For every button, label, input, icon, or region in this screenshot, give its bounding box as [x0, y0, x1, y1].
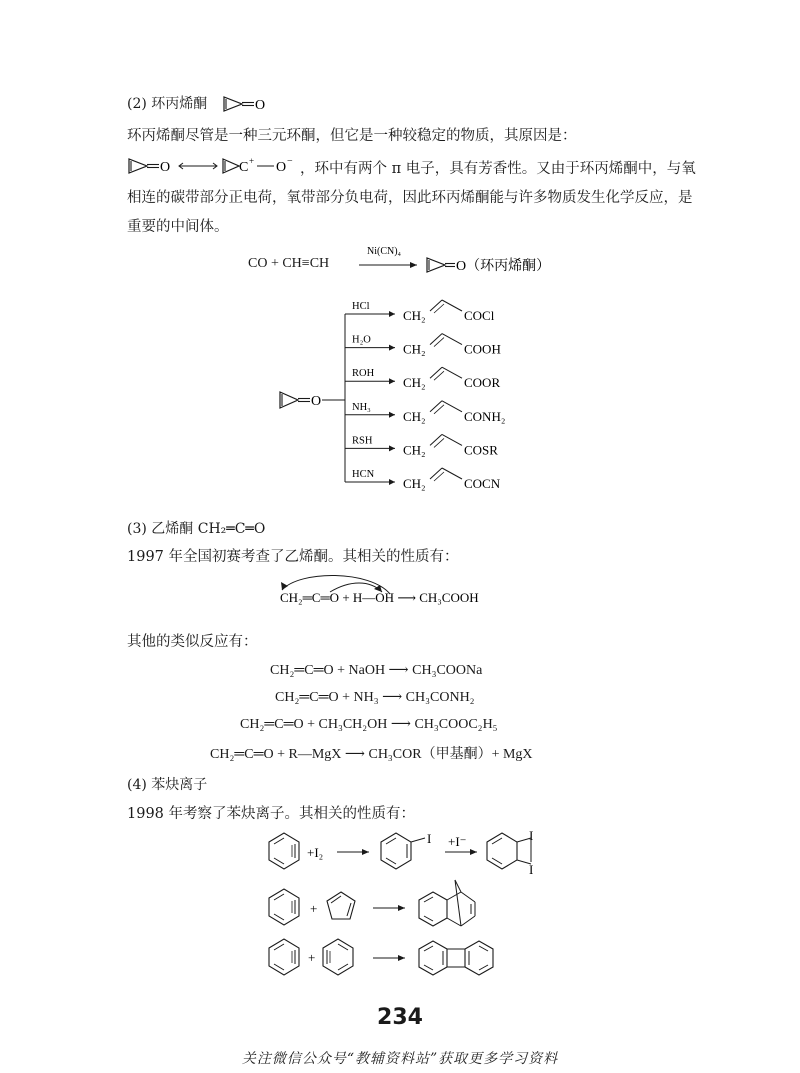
synthesis-reactants: CO + CH≡CH	[248, 256, 330, 271]
tree-product-bond	[430, 334, 442, 345]
iodobenzene-ring	[381, 833, 425, 869]
tree-product-bond-2	[442, 468, 462, 479]
plus-sign-row2: +	[310, 901, 318, 916]
product-iodine-top: I	[529, 828, 534, 843]
reaction-grignard: CH₂═C═O + R—MgX ⟶ CH₃COR（甲基酮）+ MgX	[210, 747, 533, 762]
heading-oxygen-label: O	[255, 98, 266, 113]
tree-branch-arrowhead	[389, 378, 395, 384]
cyclopentadiene-ring	[327, 892, 355, 919]
page-number: 234	[377, 1005, 423, 1030]
tree-reagent-label: HCl	[352, 301, 370, 312]
diiodo-product-ring	[487, 833, 531, 869]
tree-product-bond-2	[442, 434, 462, 445]
benzyne-reactions	[255, 828, 575, 988]
benzyne-ring-row3-second	[323, 939, 353, 975]
synthesis-arrow-and-product	[355, 240, 655, 278]
tree-reagent-label: RSH	[352, 435, 373, 447]
tree-branch-arrowhead	[389, 345, 395, 351]
benzyne-ring-row2	[269, 889, 299, 925]
tree-product-bond	[430, 434, 442, 445]
tree-product-ch2: CH₂	[403, 308, 426, 323]
resonance-structures	[127, 155, 322, 177]
tree-product-ch2: CH₂	[403, 408, 426, 424]
tree-reagent-label: ROH	[352, 368, 375, 380]
tree-product-group: COCN	[464, 476, 501, 491]
tree-product-bond	[430, 401, 442, 412]
reaction-nh3: CH₂═C═O + NH₃ ⟶ CH₃CONH₂	[275, 690, 475, 705]
tree-product-bond-2	[442, 300, 462, 311]
benzyne-ring-row1	[269, 833, 299, 869]
tree-product-group: CONH₂	[464, 408, 506, 424]
section-4-heading: (4) 苯炔离子	[127, 777, 208, 793]
tree-product-ch2: CH₂	[403, 442, 426, 458]
tree-product-group: COOR	[464, 375, 501, 391]
tree-product-bond-2	[442, 334, 462, 345]
tree-product-group: COSR	[464, 442, 498, 458]
footer-promo-text: 关注微信公众号“教辅资料站”获取更多学习资料	[241, 1051, 559, 1067]
benzyne-ring-row3	[269, 939, 299, 975]
paragraph-line-3: 相连的碳带部分正电荷，氧带部分负电荷，因此环丙烯酮能与许多物质发生化学反应，是	[127, 190, 693, 206]
tree-product-bond	[430, 300, 442, 311]
tree-product-ch2: CH₂	[403, 375, 426, 391]
reaction-naoh: CH₂═C═O + NaOH ⟶ CH₃COONa	[270, 663, 483, 678]
tree-product-group: COCl	[464, 308, 495, 323]
section-3-heading: (3) 乙烯酮 CH₂═C═O	[127, 521, 266, 537]
cyclopropenone-structure-icon	[222, 94, 277, 114]
tree-reagent-label: H₂O	[352, 334, 371, 346]
product-iodine-bottom: I	[529, 862, 534, 877]
tree-branch-arrowhead	[389, 311, 395, 317]
synthesis-catalyst: Ni(CN)₄	[367, 246, 402, 257]
section-2-heading-text: (2) 环丙烯酮	[127, 96, 208, 112]
paragraph-line-1: 环丙烯酮尽管是一种三元环酮，但它是一种较稳定的物质，其原因是：	[127, 128, 577, 144]
section-3-paragraph: 1997 年全国初赛考查了乙烯酮。其相关的性质有：	[127, 549, 459, 565]
resonance-oxygen-anion: O	[276, 160, 287, 175]
mechanism-equation: CH₂═C═O + H—OH ⟶ CH₃COOH	[280, 590, 479, 605]
tree-product-bond-2	[442, 401, 462, 412]
tree-root-oxygen: O	[311, 394, 322, 409]
resonance-carbon-cation: C	[239, 160, 249, 175]
tree-reagent-label: NH₃	[352, 401, 371, 413]
tree-reagent-label: HCN	[352, 469, 375, 480]
tree-branch-arrowhead	[389, 412, 395, 418]
tree-product-ch2: CH₂	[403, 476, 426, 491]
minus-charge-sup: −	[287, 156, 293, 167]
tree-branch-arrowhead	[389, 445, 395, 451]
tree-product-bond	[430, 367, 442, 378]
plus-charge-sup: +	[249, 156, 255, 166]
section-2-heading	[127, 93, 207, 113]
paragraph-line-4: 重要的中间体。	[127, 219, 229, 235]
plus-sign-row3: +	[308, 950, 316, 965]
bicyclic-adduct-structure	[419, 880, 475, 926]
similar-reactions-label: 其他的类似反应有：	[127, 634, 258, 650]
cyclopropenone-reaction-tree	[270, 290, 530, 495]
tree-product-bond-2	[442, 367, 462, 378]
iodide-reagent: +I⁻	[448, 834, 467, 849]
tree-product-bond	[430, 468, 442, 479]
paragraph-line-2-tail: ，环中有两个 π 电子，具有芳香性。又由于环丙烯酮中，与氧	[300, 161, 696, 177]
reaction-ethanol: CH₂═C═O + CH₃CH₂OH ⟶ CH₃COOC₂H₅	[240, 717, 498, 732]
resonance-oxygen-1: O	[160, 160, 171, 175]
tree-product-ch2: CH₂	[403, 341, 426, 357]
section-4-paragraph: 1998 年考察了苯炔离子。其相关的性质有：	[127, 806, 416, 822]
iodine-reagent: +I₂	[307, 845, 324, 860]
tree-product-group: COOH	[464, 341, 501, 357]
tree-branch-arrowhead	[389, 479, 395, 485]
ketene-hydration-mechanism	[270, 572, 540, 612]
iodine-substituent: I	[427, 831, 432, 846]
synthesis-product-label: O（环丙烯酮）	[456, 259, 551, 274]
biphenylene-structure	[419, 941, 493, 975]
